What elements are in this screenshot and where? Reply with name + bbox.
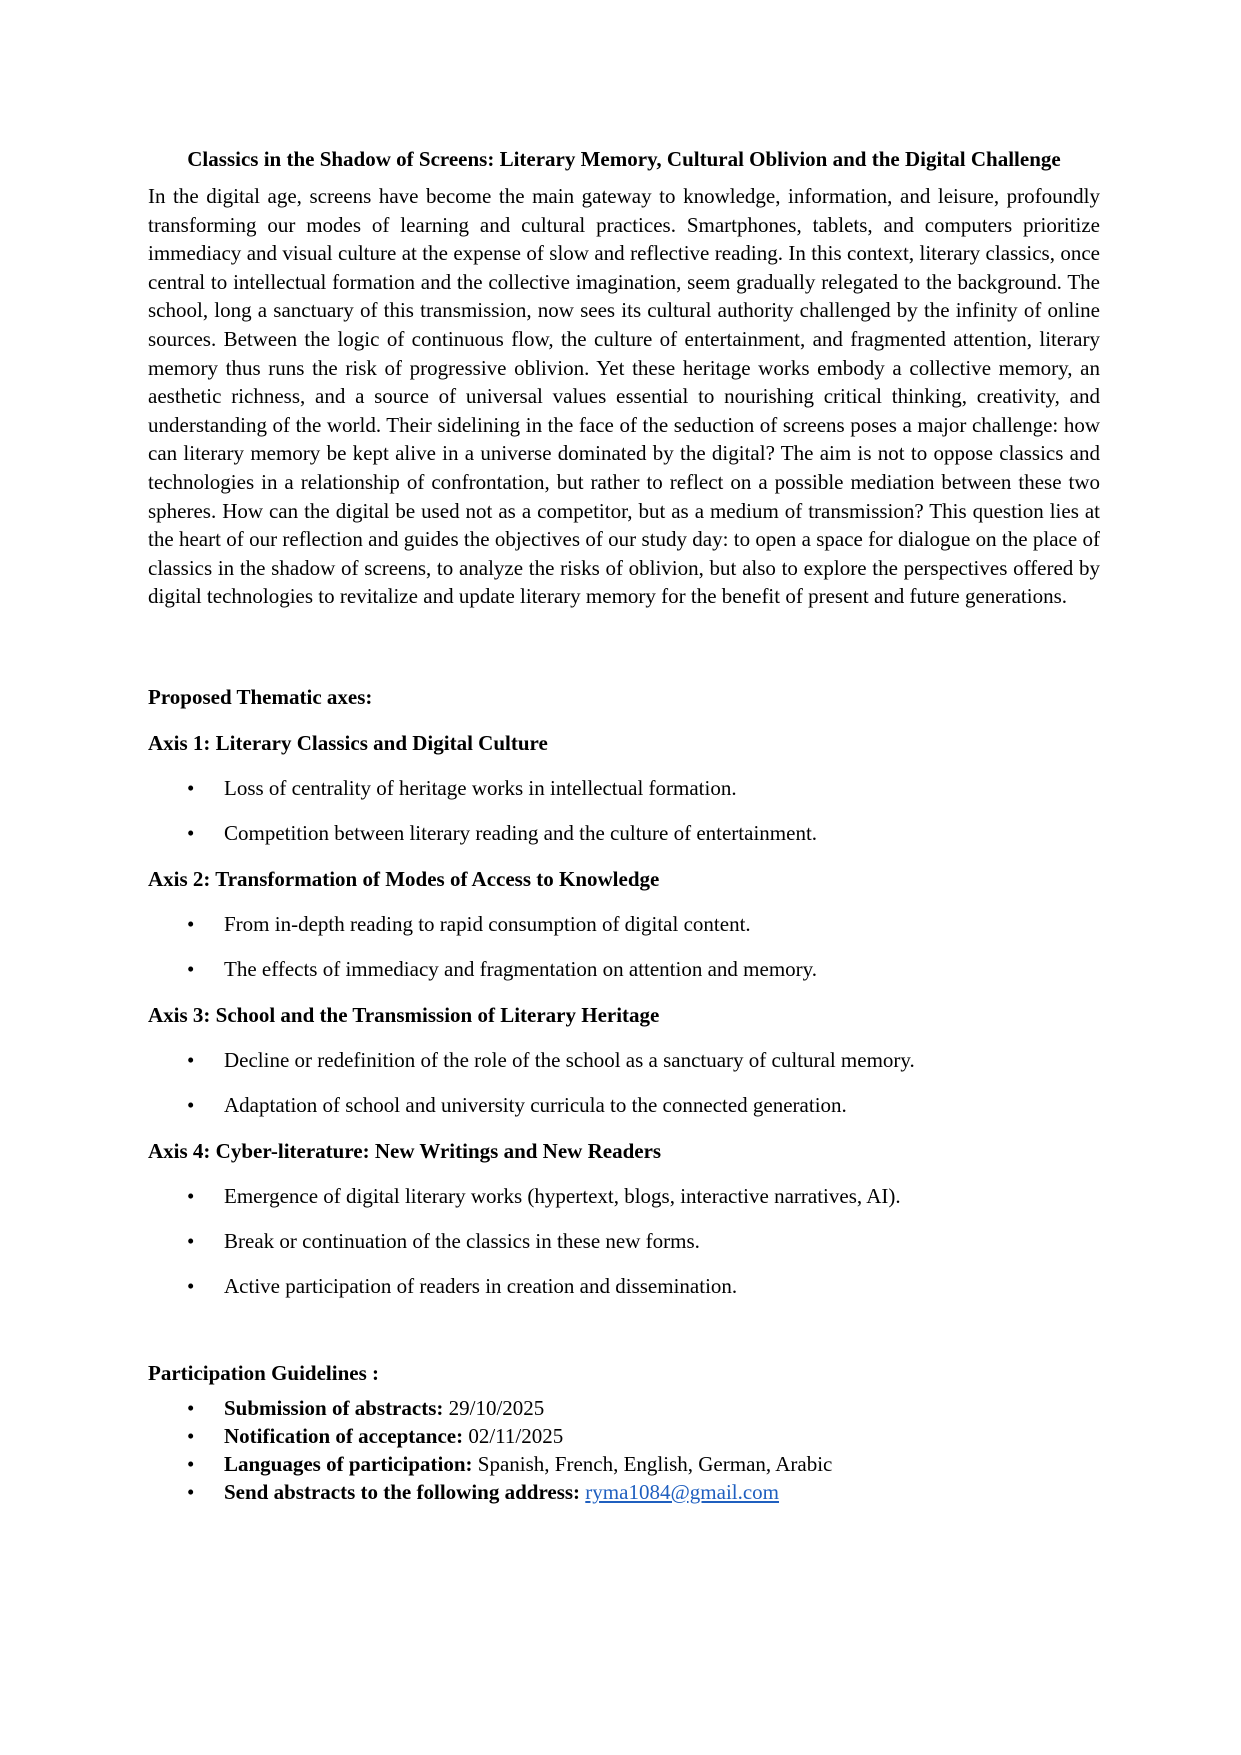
bullet-icon: • — [187, 1273, 195, 1298]
list-item — [148, 1047, 1100, 1073]
guideline-value: 02/11/2025 — [463, 1423, 564, 1448]
document-page — [148, 145, 1100, 1506]
guideline-item — [148, 1422, 1100, 1450]
guideline-label: Languages of participation: — [224, 1451, 473, 1476]
axis-bullet-list — [148, 775, 1100, 846]
bullet-icon: • — [187, 1423, 195, 1448]
axis-bullet-list — [148, 1047, 1100, 1118]
list-item-text: From in-depth reading to rapid consumption of digital content. — [224, 911, 751, 936]
bullet-icon: • — [187, 1183, 195, 1208]
list-item — [148, 956, 1100, 982]
guideline-item — [148, 1394, 1100, 1422]
list-item-text: Active participation of readers in creation and dissemination. — [224, 1273, 738, 1298]
list-item-text: Emergence of digital literary works (hypertext, blogs, interactive narratives, AI). — [224, 1183, 901, 1208]
guideline-value: Spanish, French, English, German, Arabic — [472, 1451, 833, 1476]
guidelines-list — [148, 1394, 1100, 1506]
axis-heading: Axis 1: Literary Classics and Digital Culture — [148, 730, 548, 755]
list-item-text: Competition between literary reading and the culture of entertainment. — [224, 820, 818, 845]
list-item — [148, 820, 1100, 846]
bullet-icon: • — [187, 1479, 195, 1504]
bullet-icon: • — [187, 1047, 195, 1072]
list-item-text: Decline or redefinition of the role of the school as a sanctuary of cultural memory. — [224, 1047, 915, 1072]
guideline-label: Send abstracts to the following address: — [224, 1479, 581, 1504]
axis-heading: Axis 4: Cyber-literature: New Writings and New Readers — [148, 1138, 662, 1163]
axis-bullet-list — [148, 911, 1100, 982]
list-item-text: The effects of immediacy and fragmentation on attention and memory. — [224, 956, 818, 981]
guideline-item — [148, 1450, 1100, 1478]
email-link[interactable]: ryma1084@gmail.com — [585, 1479, 780, 1504]
intro-paragraph: In the digital age, screens have become the main gateway to knowledge, information, and leisure, profoundly transforming our modes of learning and cultural practices. Smartphones, tablets, and computers prioritize immediacy and visual culture at the expense of slow and reflective reading. In this context, literary classics, once central to intellectual formation and the collective imagination, seem gradually relegated to the background. The school, long a sanctuary of this transmission, now sees its cultural authority challenged by the infinity of online sources. Between the logic of continuous flow, the culture of entertainment, and fragmented attention, literary memory thus runs the risk of progressive oblivion. Yet these heritage works embody a collective memory, an aesthetic richness, and a source of universal values essential to nourishing critical thinking, creativity, and understanding of the world. Their sidelining in the face of the seduction of screens poses a major challenge: how can literary memory be kept alive in a universe dominated by the digital? The aim is not to oppose classics and technologies in a relationship of confrontation, but rather to reflect on a possible mediation between these two spheres. How can the digital be used not as a competitor, but as a medium of transmission? This question lies at the heart of our reflection and guides the objectives of our study day: to open a space for dialogue on the place of classics in the shadow of screens, to analyze the risks of oblivion, but also to explore the perspectives offered by digital technologies to revitalize and update literary memory for the benefit of present and future generations. — [148, 184, 1100, 609]
axes-heading: Proposed Thematic axes: — [148, 684, 373, 709]
list-item-text: Adaptation of school and university curricula to the connected generation. — [224, 1092, 847, 1117]
axis-bullet-list — [148, 1183, 1100, 1299]
bullet-icon: • — [187, 911, 195, 936]
list-item — [148, 1228, 1100, 1254]
axis-heading: Axis 3: School and the Transmission of Literary Heritage — [148, 1002, 660, 1027]
list-item — [148, 1092, 1100, 1118]
bullet-icon: • — [187, 1395, 195, 1420]
document-title: Classics in the Shadow of Screens: Literary Memory, Cultural Oblivion and the Digital Challenge — [187, 147, 1061, 171]
list-item — [148, 1183, 1100, 1209]
guideline-item — [148, 1478, 1100, 1506]
list-item-text: Break or continuation of the classics in these new forms. — [224, 1228, 700, 1253]
guideline-label: Submission of abstracts: — [224, 1395, 444, 1420]
guideline-label: Notification of acceptance: — [224, 1423, 464, 1448]
guideline-value: 29/10/2025 — [443, 1395, 545, 1420]
list-item — [148, 1273, 1100, 1299]
guidelines-heading: Participation Guidelines : — [148, 1360, 379, 1385]
list-item — [148, 775, 1100, 801]
list-item-text: Loss of centrality of heritage works in intellectual formation. — [224, 775, 737, 800]
bullet-icon: • — [187, 1092, 195, 1117]
bullet-icon: • — [187, 1228, 195, 1253]
bullet-icon: • — [187, 1451, 195, 1476]
bullet-icon: • — [187, 956, 195, 981]
bullet-icon: • — [187, 820, 195, 845]
axis-heading: Axis 2: Transformation of Modes of Access to Knowledge — [148, 866, 660, 891]
bullet-icon: • — [187, 775, 195, 800]
list-item — [148, 911, 1100, 937]
